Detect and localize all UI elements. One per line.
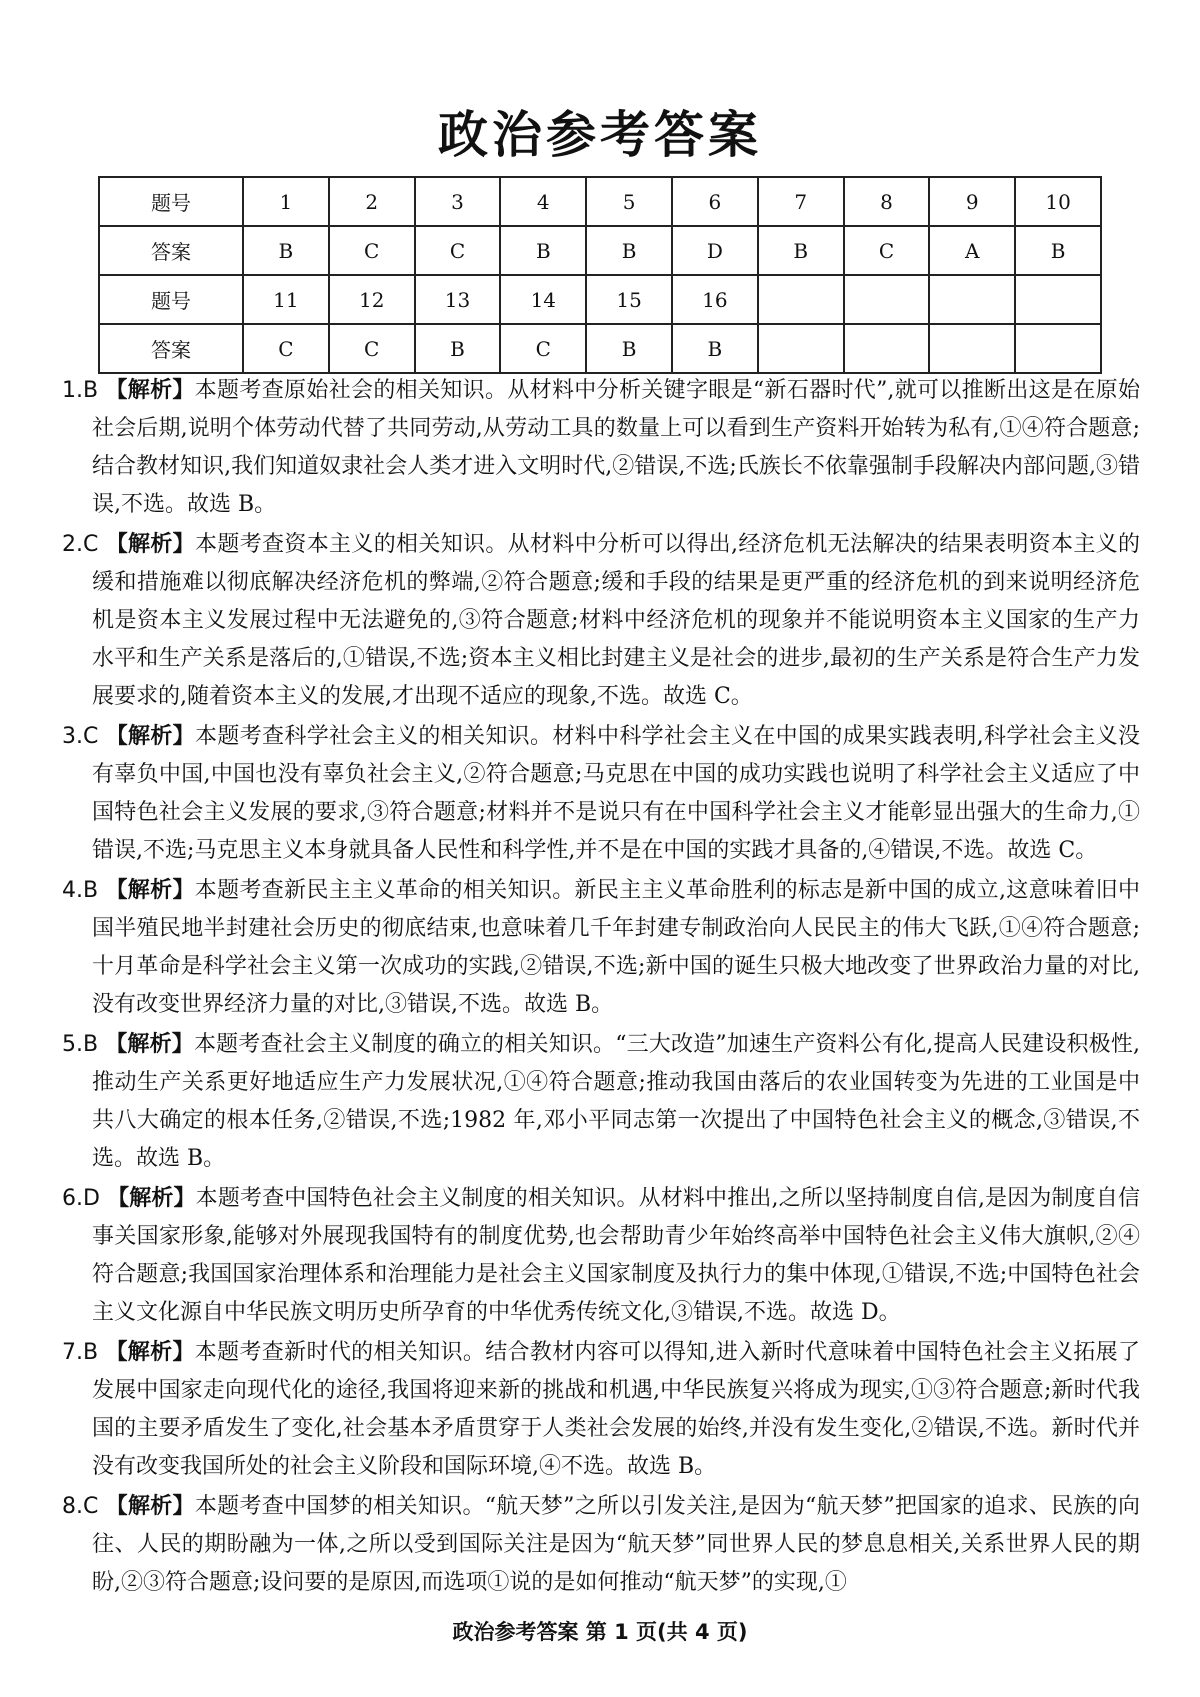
row-header-cell: 题号	[99, 177, 243, 226]
item-number: 3.C	[62, 724, 99, 749]
answer-table	[98, 176, 1102, 374]
table-row	[99, 226, 1101, 275]
answer-cell: 15	[586, 275, 672, 324]
answer-cell	[844, 275, 930, 324]
explanation-item	[62, 526, 1140, 716]
row-header-cell: 题号	[99, 275, 243, 324]
answer-cell: 6	[672, 177, 758, 226]
answer-cell	[1015, 275, 1101, 324]
answer-cell: 11	[243, 275, 329, 324]
item-number: 5.B	[62, 1032, 99, 1057]
table-row	[99, 177, 1101, 226]
item-number: 4.B	[62, 878, 99, 903]
explanation-item	[62, 1334, 1140, 1486]
answer-cell: 10	[1015, 177, 1101, 226]
answer-cell	[844, 324, 930, 373]
answer-cell: 5	[586, 177, 672, 226]
item-text: 本题考查资本主义的相关知识。从材料中分析可以得出,经济危机无法解决的结果表明资本主义的缓和措施难以彻底解决经济危机的弊端,②符合题意;缓和手段的结果是更严重的经济危机的到来说明经济危机是资本主义发展过程中无法避免的,③符合题意;材料中经济危机的现象并不能说明资本主义国家的生产力水平和生产关系是落后的,①错误,不选;资本主义相比封建主义是社会的进步,最初的生产关系是符合生产力发展要求的,随着资本主义的发展,才出现不适应的现象,不选。故选 C。	[92, 532, 1140, 709]
answer-cell: B	[415, 324, 501, 373]
answer-cell: 2	[329, 177, 415, 226]
analysis-tag: 【解析】	[105, 1032, 194, 1057]
answer-cell: C	[329, 324, 415, 373]
item-text: 本题考查中国梦的相关知识。“航天梦”之所以引发关注,是因为“航天梦”把国家的追求、民族的向往、人民的期盼融为一体,之所以受到国际关注是因为“航天梦”同世界人民的梦息息相关,关系世界人民的期盼,②③符合题意;设问要的是原因,而选项①说的是如何推动“航天梦”的实现,①	[92, 1494, 1140, 1595]
table-row	[99, 324, 1101, 373]
answer-cell: 13	[415, 275, 501, 324]
analysis-tag: 【解析】	[105, 724, 196, 749]
answer-cell	[929, 275, 1015, 324]
item-number: 6.D	[62, 1186, 100, 1211]
answer-cell: D	[672, 226, 758, 275]
answer-cell	[758, 275, 844, 324]
answer-cell: B	[500, 226, 586, 275]
item-text: 本题考查原始社会的相关知识。从材料中分析关键字眼是“新石器时代”,就可以推断出这是在原始社会后期,说明个体劳动代替了共同劳动,从劳动工具的数量上可以看到生产资料开始转为私有,①④符合题意;结合教材知识,我们知道奴隶社会人类才进入文明时代,②错误,不选;氏族长不依靠强制手段解决内部问题,③错误,不选。故选 B。	[92, 378, 1140, 517]
explanation-item	[62, 718, 1140, 870]
answer-cell: 3	[415, 177, 501, 226]
answer-cell: A	[929, 226, 1015, 275]
answer-cell: B	[1015, 226, 1101, 275]
answer-cell: B	[672, 324, 758, 373]
explanation-item	[62, 872, 1140, 1024]
page-title: 政治参考答案	[438, 106, 762, 164]
answer-cell: B	[586, 324, 672, 373]
item-text: 本题考查社会主义制度的确立的相关知识。“三大改造”加速生产资料公有化,提高人民建设积极性,推动生产关系更好地适应生产力发展状况,①④符合题意;推动我国由落后的农业国转变为先进的工业国是中共八大确定的根本任务,②错误,不选;1982 年,邓小平同志第一次提出了中国特色社会主义的概念,③错误,不选。故选 B。	[92, 1032, 1140, 1171]
explanation-item	[62, 1488, 1140, 1602]
item-number: 8.C	[62, 1494, 99, 1519]
table-row	[99, 275, 1101, 324]
analysis-tag: 【解析】	[105, 532, 196, 557]
answer-cell	[758, 324, 844, 373]
answer-cell: C	[329, 226, 415, 275]
item-number: 7.B	[62, 1340, 99, 1365]
answer-cell: 9	[929, 177, 1015, 226]
answer-cell: C	[415, 226, 501, 275]
item-text: 本题考查新民主主义革命的相关知识。新民主主义革命胜利的标志是新中国的成立,这意味着旧中国半殖民地半封建社会历史的彻底结束,也意味着几千年封建专制政治向人民民主的伟大飞跃,①④符合题意;十月革命是科学社会主义第一次成功的实践,②错误,不选;新中国的诞生只极大地改变了世界政治力量的对比,没有改变世界经济力量的对比,③错误,不选。故选 B。	[92, 878, 1140, 1017]
analysis-tag: 【解析】	[105, 1494, 195, 1519]
explanation-item	[62, 1180, 1140, 1332]
row-header-cell: 答案	[99, 226, 243, 275]
row-header-cell: 答案	[99, 324, 243, 373]
answer-cell: C	[243, 324, 329, 373]
answer-cell: C	[500, 324, 586, 373]
answer-cell: 14	[500, 275, 586, 324]
item-number: 2.C	[62, 532, 99, 557]
answer-cell: B	[758, 226, 844, 275]
answer-cell: 1	[243, 177, 329, 226]
explanation-item	[62, 1026, 1140, 1178]
answer-cell: B	[243, 226, 329, 275]
analysis-tag: 【解析】	[105, 1340, 195, 1365]
explanations	[62, 372, 1140, 1604]
analysis-tag: 【解析】	[105, 378, 195, 403]
answer-cell: 16	[672, 275, 758, 324]
item-text: 本题考查中国特色社会主义制度的相关知识。从材料中推出,之所以坚持制度自信,是因为制度自信事关国家形象,能够对外展现我国特有的制度优势,也会帮助青少年始终高举中国特色社会主义伟大旗帜,②④符合题意;我国国家治理体系和治理能力是社会主义国家制度及执行力的集中体现,①错误,不选;中国特色社会主义文化源自中华民族文明历史所孕育的中华优秀传统文化,③错误,不选。故选 D。	[92, 1186, 1140, 1325]
answer-cell	[1015, 324, 1101, 373]
item-number: 1.B	[62, 378, 99, 403]
analysis-tag: 【解析】	[105, 878, 195, 903]
analysis-tag: 【解析】	[107, 1186, 196, 1211]
item-text: 本题考查新时代的相关知识。结合教材内容可以得知,进入新时代意味着中国特色社会主义拓展了发展中国家走向现代化的途径,我国将迎来新的挑战和机遇,中华民族复兴将成为现实,①③符合题意;新时代我国的主要矛盾发生了变化,社会基本矛盾贯穿于人类社会发展的始终,并没有发生变化,②错误,不选。新时代并没有改变我国所处的社会主义阶段和国际环境,④不选。故选 B。	[92, 1340, 1140, 1479]
answer-cell: 7	[758, 177, 844, 226]
answer-cell: C	[844, 226, 930, 275]
answer-cell	[929, 324, 1015, 373]
answer-cell: 8	[844, 177, 930, 226]
answer-cell: 4	[500, 177, 586, 226]
answer-cell: 12	[329, 275, 415, 324]
answer-cell: B	[586, 226, 672, 275]
page-footer: 政治参考答案 第 1 页(共 4 页)	[452, 1620, 748, 1644]
item-text: 本题考查科学社会主义的相关知识。材料中科学社会主义在中国的成果实践表明,科学社会主义没有辜负中国,中国也没有辜负社会主义,②符合题意;马克思在中国的成功实践也说明了科学社会主义适应了中国特色社会主义发展的要求,③符合题意;材料并不是说只有在中国科学社会主义才能彰显出强大的生命力,①错误,不选;马克思主义本身就具备人民性和科学性,并不是在中国的实践才具备的,④错误,不选。故选 C。	[92, 724, 1140, 863]
explanation-item	[62, 372, 1140, 524]
